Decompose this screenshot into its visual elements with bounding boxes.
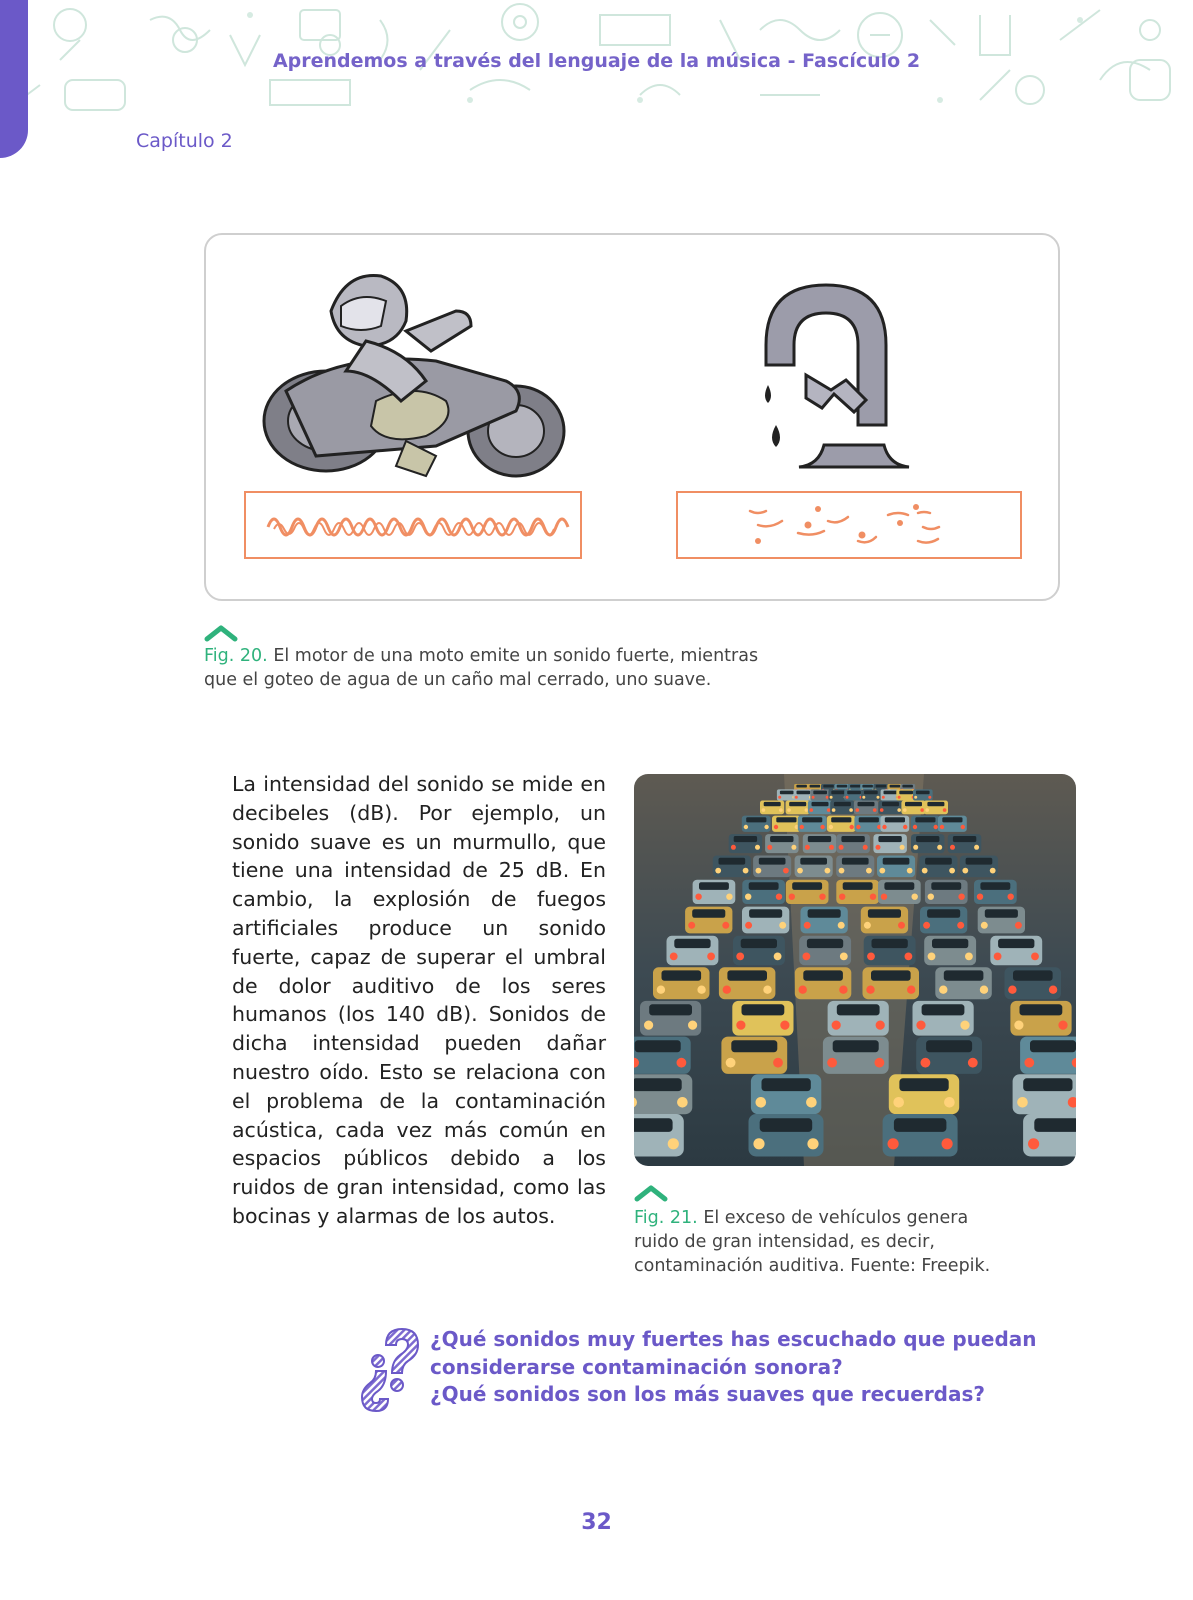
car-light <box>829 825 833 829</box>
car-light <box>839 986 847 994</box>
car-window <box>803 970 843 980</box>
car-light <box>753 1138 764 1149</box>
car-window <box>882 802 899 806</box>
car-light <box>1017 1097 1028 1108</box>
figure-21-caption <box>634 1206 1054 1278</box>
car-light <box>912 894 918 900</box>
car-light <box>928 796 931 799</box>
car-window <box>905 802 922 806</box>
figure-20-label: Fig. 20. <box>204 646 268 666</box>
chapter-tab <box>0 0 28 158</box>
car-window <box>770 836 793 842</box>
car-light <box>1008 894 1014 900</box>
car-window <box>789 802 806 806</box>
figure-20-caption <box>204 644 804 692</box>
car-window <box>927 802 944 806</box>
car-window <box>742 1004 785 1015</box>
car-window <box>796 785 807 788</box>
car-light <box>722 922 729 929</box>
car-light <box>819 894 825 900</box>
figure-20-caption-line-1: El motor de una moto emite un sonido fuerte, mientras <box>273 646 759 666</box>
car-window <box>915 817 935 822</box>
car-light <box>774 953 782 961</box>
car-light <box>876 1021 885 1030</box>
car-light <box>762 808 766 812</box>
car-light <box>1049 986 1057 994</box>
car-window <box>926 1040 972 1052</box>
car-light <box>873 808 877 812</box>
question-marks-icon <box>358 1325 420 1413</box>
car-window <box>868 909 901 918</box>
car-light <box>840 953 848 961</box>
car-window <box>780 791 794 795</box>
car-window <box>800 858 827 865</box>
car-light <box>916 1021 925 1030</box>
car-light <box>893 1097 904 1108</box>
car-light <box>838 922 845 929</box>
car-light <box>898 922 905 929</box>
car-light <box>839 845 844 850</box>
car-light <box>779 808 783 812</box>
car-light <box>1058 1021 1067 1030</box>
car-light <box>900 845 905 850</box>
car-light <box>745 894 751 900</box>
car-window <box>1020 1004 1063 1015</box>
car-light <box>950 845 955 850</box>
car-light <box>914 796 917 799</box>
car-light <box>1031 953 1039 961</box>
car-light <box>1024 1058 1034 1068</box>
car-window <box>823 785 834 788</box>
car-light <box>677 1058 687 1068</box>
car-window <box>762 1078 811 1091</box>
car-light <box>832 808 836 812</box>
car-light <box>898 796 901 799</box>
car-light <box>962 868 968 874</box>
car-window <box>741 939 777 948</box>
question-line-3: ¿Qué sonidos son los más suaves que recuerdas? <box>430 1382 985 1406</box>
car-light <box>832 1021 841 1030</box>
car-light <box>994 953 1002 961</box>
car-light <box>744 825 748 829</box>
car-window <box>922 1004 965 1015</box>
car-window <box>980 882 1010 890</box>
car-window <box>847 791 861 795</box>
car-window <box>1023 1078 1072 1091</box>
car-window <box>734 836 757 842</box>
car-window <box>985 909 1018 918</box>
car-window <box>841 836 864 842</box>
car-window <box>746 817 766 822</box>
car-light <box>764 825 768 829</box>
car-light <box>807 1138 818 1149</box>
car-light <box>806 1097 817 1108</box>
car-light <box>787 808 791 812</box>
car-light <box>826 796 829 799</box>
car-light <box>879 868 885 874</box>
car-light <box>668 1138 679 1149</box>
car-window <box>876 785 887 788</box>
car-window <box>727 970 767 980</box>
car-light <box>880 808 884 812</box>
car-window <box>883 858 910 865</box>
car-window <box>953 836 976 842</box>
soft-sound-wave-box <box>676 491 1022 559</box>
car-window <box>810 785 821 788</box>
car-window <box>749 882 779 890</box>
car-light <box>965 953 973 961</box>
car-light <box>1008 986 1016 994</box>
car-light <box>903 825 907 829</box>
car-light <box>875 1058 885 1068</box>
car-light <box>882 796 885 799</box>
car-window <box>802 817 822 822</box>
car-light <box>957 922 964 929</box>
car-light <box>839 894 845 900</box>
car-light <box>736 1021 745 1030</box>
car-light <box>812 796 815 799</box>
car-light <box>745 922 752 929</box>
car-light <box>876 845 881 850</box>
car-light <box>1014 1021 1023 1030</box>
car-window <box>837 1004 880 1015</box>
body-paragraph: La intensidad del sonido se mide en decibeles (dB). Por ejemplo, un sonido suave es un murmullo, que tiene una intensidad de 25 dB. En cambio, la explosión de fuegos artificiales produce un sonido fuerte, capaz de superar el umbral de dolor auditivo de los seres humanos (los 140 dB). Sonidos de dicha intensidad pueden dañar nuestro oído. Esto se relaciona con el problema de la contaminación acústica, cada vez más común en espacios públicos debido a los ruidos de gran intensidad, como las bocinas y alarmas de los autos. <box>232 772 606 1228</box>
car-window <box>808 836 831 842</box>
car-light <box>715 868 721 874</box>
car-light <box>928 894 934 900</box>
car-light <box>903 808 907 812</box>
car-light <box>803 953 811 961</box>
car-window <box>776 817 796 822</box>
car-light <box>846 796 849 799</box>
car-light <box>763 986 771 994</box>
car-window <box>674 939 710 948</box>
car-light <box>778 796 781 799</box>
car-window <box>719 858 746 865</box>
question-line-2: considerarse contaminación sonora? <box>430 1354 843 1379</box>
car-window <box>1013 970 1053 980</box>
car-window <box>797 791 811 795</box>
car-light <box>726 1058 736 1068</box>
car-light <box>958 894 964 900</box>
car-light <box>907 868 913 874</box>
car-light <box>856 825 860 829</box>
car-light <box>862 796 865 799</box>
car-light <box>928 953 936 961</box>
car-light <box>866 986 874 994</box>
car-window <box>931 882 961 890</box>
car-light <box>1015 922 1022 929</box>
car-light <box>877 796 880 799</box>
reflection-questions <box>430 1326 1070 1409</box>
car-light <box>756 1097 767 1108</box>
car-light <box>882 825 886 829</box>
car-window <box>792 882 822 890</box>
car-window <box>808 909 841 918</box>
page-number: 32 <box>581 1510 612 1535</box>
car-light <box>921 1058 931 1068</box>
car-light <box>990 868 996 874</box>
car-light <box>934 825 938 829</box>
figure-21-label: Fig. 21. <box>634 1208 698 1228</box>
car-light <box>797 868 803 874</box>
car-window <box>837 785 848 788</box>
car-light <box>800 825 804 829</box>
car-window <box>833 1040 879 1052</box>
car-window <box>916 791 930 795</box>
car-light <box>767 845 772 850</box>
car-light <box>783 868 789 874</box>
car-window <box>858 802 875 806</box>
car-light <box>937 845 942 850</box>
car-light <box>913 825 917 829</box>
car-window <box>872 939 908 948</box>
car-window <box>966 858 993 865</box>
car-light <box>839 868 845 874</box>
car-light <box>943 808 947 812</box>
chapter-label: Capítulo 2 <box>136 130 233 152</box>
car-light <box>922 868 928 874</box>
car-light <box>795 796 798 799</box>
car-light <box>856 808 860 812</box>
car-window <box>884 882 914 890</box>
car-light <box>670 953 678 961</box>
car-light <box>961 825 965 829</box>
car-light <box>881 894 887 900</box>
car-window <box>760 1118 813 1132</box>
car-light <box>723 986 731 994</box>
car-window <box>692 909 725 918</box>
car-window <box>899 791 913 795</box>
car-window <box>764 802 781 806</box>
car-window <box>871 970 911 980</box>
car-light <box>805 845 810 850</box>
car-light <box>940 825 944 829</box>
car-light <box>980 986 988 994</box>
car-light <box>789 894 795 900</box>
car-light <box>780 1021 789 1030</box>
car-window <box>884 791 898 795</box>
loud-sound-wave-box <box>244 491 582 559</box>
car-light <box>736 953 744 961</box>
car-window <box>635 1040 681 1052</box>
car-window <box>862 785 873 788</box>
figure-20-caret-icon <box>204 624 238 642</box>
figure-21-caret-icon <box>634 1184 668 1202</box>
car-light <box>829 845 834 850</box>
car-light <box>825 868 831 874</box>
car-light <box>913 845 918 850</box>
car-light <box>755 845 760 850</box>
car-window <box>759 858 786 865</box>
car-light <box>863 845 868 850</box>
figure-21-caption-line-3: contaminación auditiva. Fuente: Freepik. <box>634 1256 991 1276</box>
car-window <box>831 817 851 822</box>
car-window <box>813 791 827 795</box>
car-light <box>939 986 947 994</box>
car-light <box>867 953 875 961</box>
car-window <box>831 791 845 795</box>
car-window <box>807 939 843 948</box>
car-light <box>805 808 809 812</box>
car-light <box>925 808 929 812</box>
car-light <box>977 894 983 900</box>
car-light <box>827 808 831 812</box>
car-light <box>799 986 807 994</box>
car-light <box>695 894 701 900</box>
car-window <box>998 939 1034 948</box>
car-window <box>699 882 729 890</box>
car-light <box>968 1058 978 1068</box>
car-window <box>916 836 939 842</box>
car-light <box>697 986 705 994</box>
car-window <box>902 785 913 788</box>
figure-20-caption-line-2: que el goteo de agua de un caño mal cerrado, uno suave. <box>204 670 712 690</box>
car-window <box>1034 1118 1076 1132</box>
car-light <box>827 1058 837 1068</box>
question-line-1: ¿Qué sonidos muy fuertes has escuchado que puedan <box>430 1327 1037 1351</box>
car-light <box>731 845 736 850</box>
car-light <box>776 894 782 900</box>
page-header <box>0 0 1193 120</box>
car-window <box>925 858 952 865</box>
car-window <box>859 817 879 822</box>
car-light <box>810 808 814 812</box>
car-light <box>779 922 786 929</box>
car-window <box>634 1078 682 1091</box>
car-window <box>662 970 702 980</box>
motorcycle-rider-illustration <box>256 271 576 481</box>
car-light <box>774 825 778 829</box>
car-light <box>773 1058 783 1068</box>
car-light <box>644 1021 653 1030</box>
car-light <box>849 808 853 812</box>
car-light <box>743 868 749 874</box>
car-window <box>1030 1040 1076 1052</box>
car-light <box>905 953 913 961</box>
car-light <box>688 1021 697 1030</box>
car-window <box>927 909 960 918</box>
car-light <box>974 845 979 850</box>
car-light <box>707 953 715 961</box>
car-window <box>890 785 901 788</box>
car-light <box>888 1138 899 1149</box>
dripping-faucet-illustration <box>746 275 926 475</box>
traffic-jam-scene <box>634 774 1076 1166</box>
car-light <box>830 796 833 799</box>
car-light <box>726 894 732 900</box>
car-light <box>804 922 811 929</box>
car-light <box>949 868 955 874</box>
car-light <box>866 868 872 874</box>
car-light <box>820 825 824 829</box>
figure-20-frame <box>204 233 1060 601</box>
figure-21-caption-line-2: ruido de gran intensidad, es decir, <box>634 1232 935 1252</box>
car-light <box>850 825 854 829</box>
car-light <box>756 868 762 874</box>
publication-title: Aprendemos a través del lenguaje de la música - Fascículo 2 <box>272 50 921 72</box>
car-window <box>842 858 869 865</box>
car-light <box>920 808 924 812</box>
car-window <box>864 791 878 795</box>
traffic-jam-photo <box>634 774 1076 1166</box>
car-window <box>899 1078 948 1091</box>
car-light <box>907 986 915 994</box>
car-light <box>688 922 695 929</box>
car-window <box>885 817 905 822</box>
car-light <box>791 845 796 850</box>
car-light <box>942 1138 953 1149</box>
car-window <box>894 1118 947 1132</box>
car-window <box>834 802 851 806</box>
car-light <box>677 1097 688 1108</box>
car-window <box>843 882 873 890</box>
car-light <box>981 922 988 929</box>
car-light <box>897 808 901 812</box>
figure-21-caption-line-1: El exceso de vehículos genera <box>703 1208 969 1228</box>
car-window <box>649 1004 692 1015</box>
car-window <box>812 802 829 806</box>
car-light <box>923 922 930 929</box>
car-window <box>932 939 968 948</box>
car-window <box>731 1040 777 1052</box>
car-window <box>634 1118 673 1132</box>
car-light <box>657 986 665 994</box>
car-light <box>944 1097 955 1108</box>
car-light <box>870 894 876 900</box>
car-window <box>749 909 782 918</box>
car-window <box>850 785 861 788</box>
soft-dots-wave <box>678 493 1020 557</box>
car-window <box>942 817 962 822</box>
car-window <box>878 836 901 842</box>
loud-scribble-wave <box>246 493 580 557</box>
car-window <box>944 970 984 980</box>
car-light <box>864 922 871 929</box>
car-light <box>960 1021 969 1030</box>
car-light <box>1028 1138 1039 1149</box>
